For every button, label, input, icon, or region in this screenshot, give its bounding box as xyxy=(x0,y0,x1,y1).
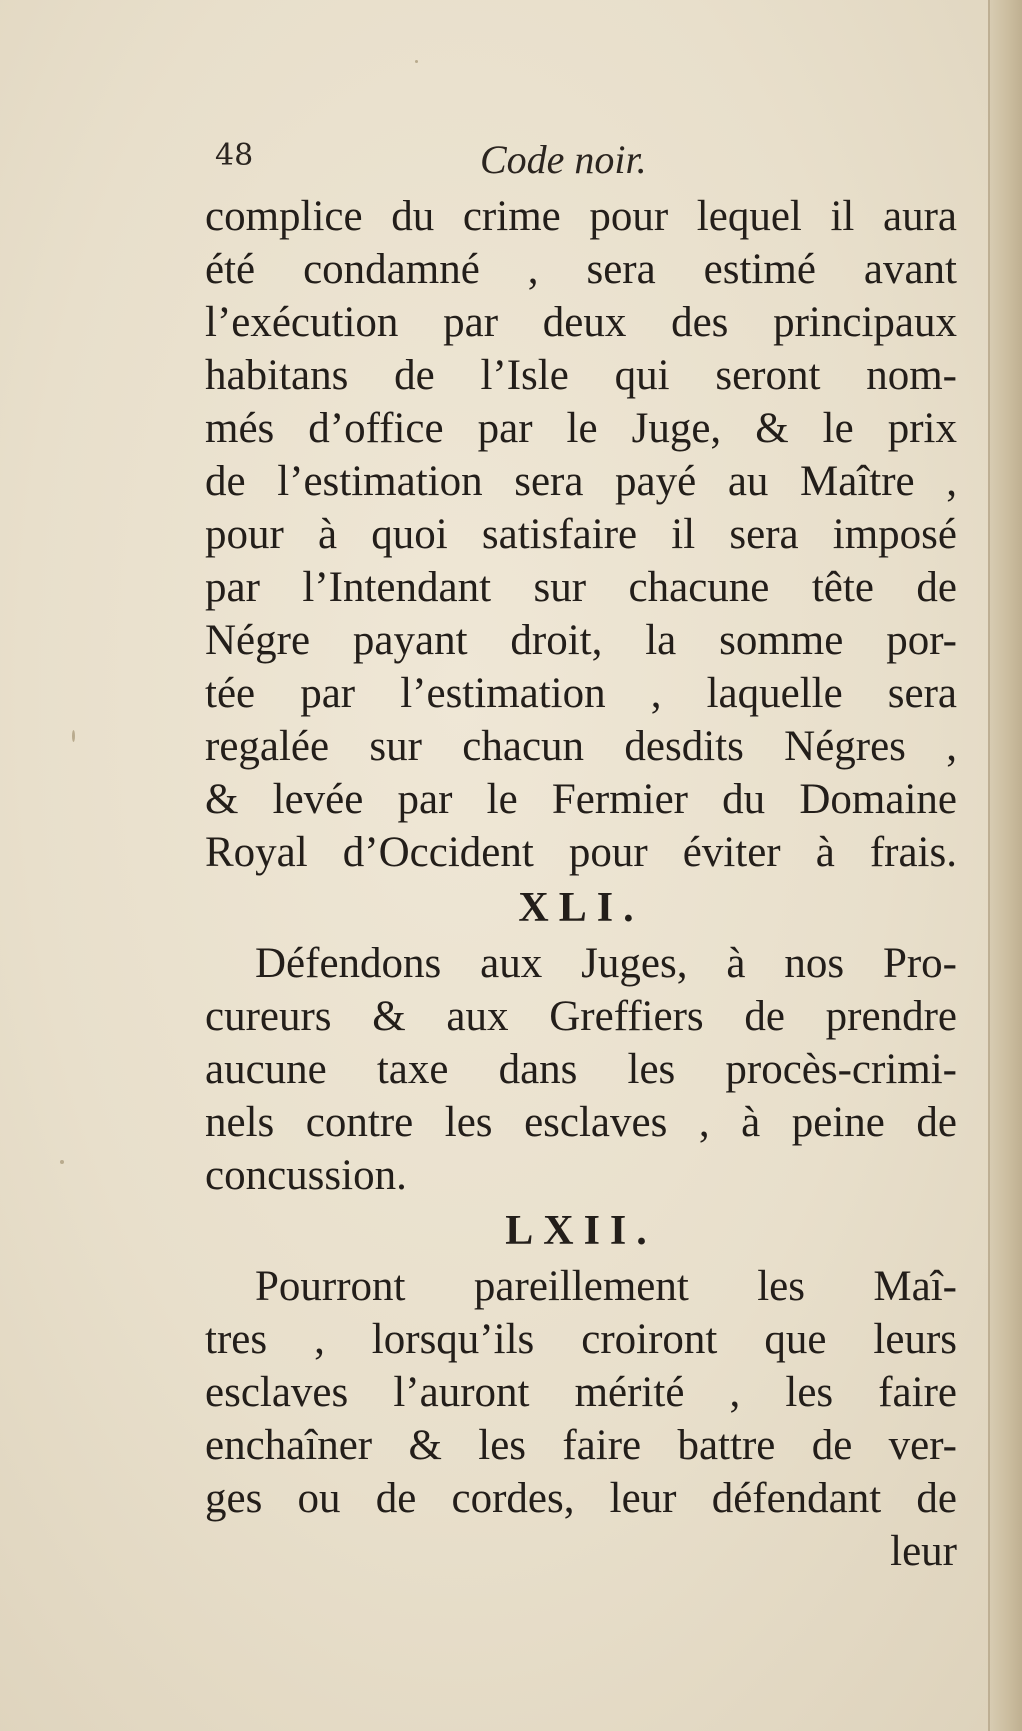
article-heading: LXII. xyxy=(505,1208,657,1254)
text-line: tée par l’estimation , laquelle sera xyxy=(205,670,957,717)
text-line: cureurs & aux Greffiers de prendre xyxy=(205,993,957,1040)
text-line: regalée sur chacun desdits Négres , xyxy=(205,723,957,770)
text-line: tres , lorsqu’ils croiront que leurs xyxy=(205,1316,957,1363)
text-line: ges ou de cordes, leur défendant de xyxy=(205,1475,957,1522)
paper-speck xyxy=(415,60,418,63)
text-line: par l’Intendant sur chacune tête de xyxy=(205,564,957,611)
paper-speck xyxy=(60,1160,64,1164)
text-line: l’exécution par deux des principaux xyxy=(205,299,957,346)
text-line: aucune taxe dans les procès-crimi- xyxy=(205,1046,957,1093)
body-text xyxy=(205,190,965,1578)
running-title: Code noir. xyxy=(480,137,647,182)
catchword: leur xyxy=(890,1528,957,1575)
page-header xyxy=(205,138,745,188)
text-line: pour à quoi satisfaire il sera imposé xyxy=(205,511,957,558)
text-line: concussion. xyxy=(205,1152,407,1199)
text-line: més d’office par le Juge, & le prix xyxy=(205,405,957,452)
text-line: habitans de l’Isle qui seront nom- xyxy=(205,352,957,399)
article-heading: XLI. xyxy=(518,885,644,931)
paper-speck xyxy=(72,730,75,742)
text-line: complice du crime pour lequel il aura xyxy=(205,193,957,240)
text-line: nels contre les esclaves , à peine de xyxy=(205,1099,957,1146)
page-edge xyxy=(988,0,1022,1731)
text-line: été condamné , sera estimé avant xyxy=(205,246,957,293)
text-line: Pourront pareillement les Maî- xyxy=(255,1263,957,1310)
page-number: 48 xyxy=(215,138,254,173)
text-line: Négre payant droit, la somme por- xyxy=(205,617,957,664)
text-line: & levée par le Fermier du Domaine xyxy=(205,776,957,823)
text-line: de l’estimation sera payé au Maître , xyxy=(205,458,957,505)
text-line: Royal d’Occident pour éviter à frais. xyxy=(205,829,957,876)
text-line: esclaves l’auront mérité , les faire xyxy=(205,1369,957,1416)
text-line: enchaîner & les faire battre de ver- xyxy=(205,1422,957,1469)
text-line: Défendons aux Juges, à nos Pro- xyxy=(255,940,957,987)
